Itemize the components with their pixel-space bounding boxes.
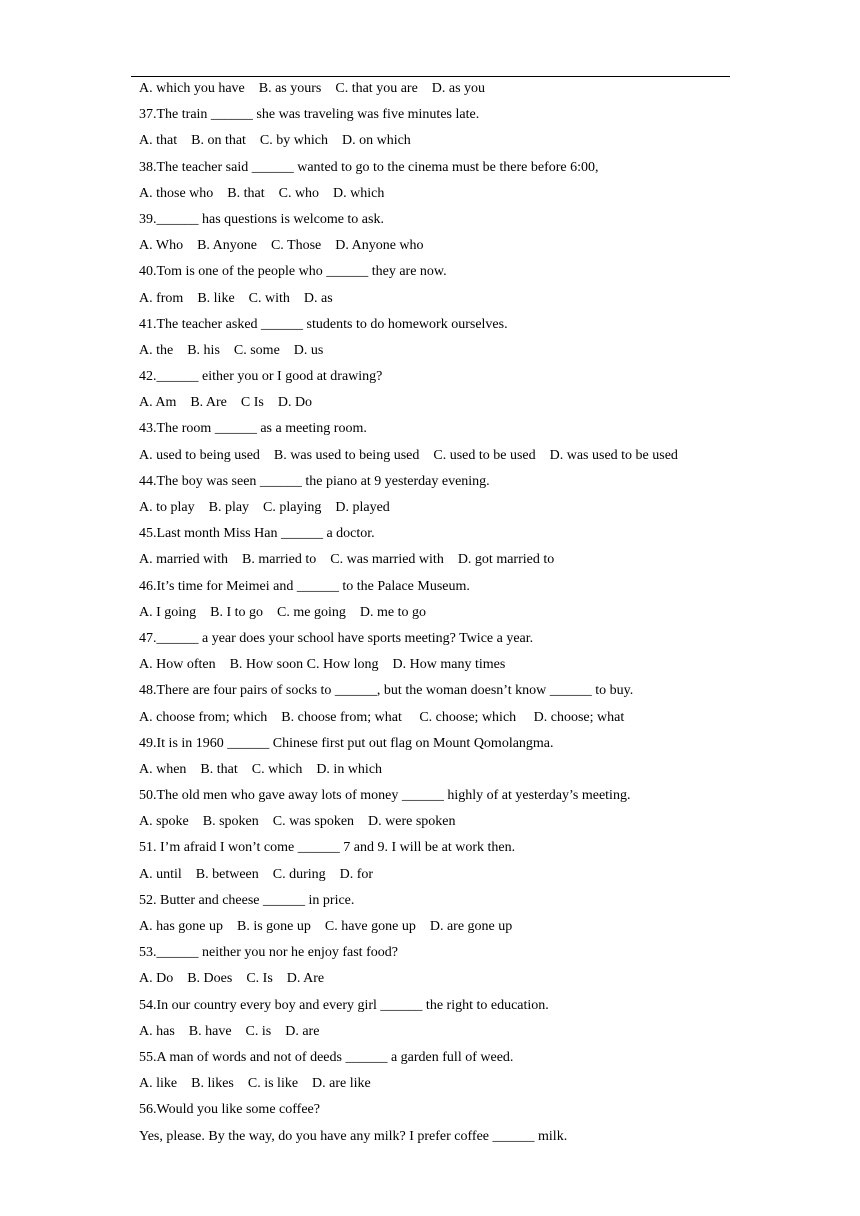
answer-options-line: A. that B. on that C. by which D. on which (139, 133, 411, 149)
answer-options-line: A. married with B. married to C. was married with D. got married to (139, 552, 555, 568)
answer-options-line: A. like B. likes C. is like D. are like (139, 1076, 371, 1092)
answer-options-line: A. has B. have C. is D. are (139, 1023, 320, 1039)
answer-options-line: A. which you have B. as yours C. that you are D. as you (139, 81, 486, 96)
answer-options-line: A. I going B. I to go C. me going D. me to go (139, 604, 426, 620)
answer-options-line: A. the B. his C. some D. us (139, 342, 324, 358)
question-line: 48.There are four pairs of socks to ______, but the woman doesn’t know ______ to buy. (139, 683, 634, 699)
answer-options-line: Yes, please. By the way, do you have any milk? I prefer coffee ______ milk. (139, 1128, 568, 1144)
answer-options-line: A. has gone up B. is gone up C. have gone up D. are gone up (139, 919, 513, 934)
answer-options-line: A. until B. between C. during D. for (139, 866, 374, 882)
question-line: 46.It’s time for Meimei and ______ to the Palace Museum. (139, 578, 470, 594)
answer-options-line: A. Am B. Are C Is D. Do (139, 395, 313, 411)
question-line: 44.The boy was seen ______ the piano at 9 yesterday evening. (139, 473, 490, 489)
question-line: 52. Butter and cheese ______ in price. (139, 892, 355, 908)
question-line: 54.In our country every boy and every girl ______ the right to education. (139, 997, 549, 1013)
answer-options-line: A. when B. that C. which D. in which (139, 761, 383, 777)
answer-options-line: A. Who B. Anyone C. Those D. Anyone who (139, 238, 424, 254)
question-line: 45.Last month Miss Han ______ a doctor. (139, 526, 375, 542)
question-line: 41.The teacher asked ______ students to do homework ourselves. (139, 316, 508, 332)
question-list (139, 79, 739, 1153)
question-line: 40.Tom is one of the people who ______ they are now. (139, 264, 447, 280)
question-line: 56.Would you like some coffee? (139, 1102, 320, 1118)
question-line: 43.The room ______ as a meeting room. (139, 421, 367, 437)
question-line: 47.______ a year does your school have sports meeting? Twice a year. (139, 630, 534, 646)
question-line: 53.______ neither you nor he enjoy fast food? (139, 945, 398, 961)
answer-options-line: A. Do B. Does C. Is D. Are (139, 971, 325, 987)
answer-options-line: A. used to being used B. was used to being used C. used to be used D. was used to be used (139, 447, 678, 463)
question-line: 39.______ has questions is welcome to ask. (139, 211, 384, 227)
question-line: 37.The train ______ she was traveling was five minutes late. (139, 107, 480, 123)
header-rule (131, 76, 730, 77)
question-line: 51. I’m afraid I won’t come ______ 7 and 9. I will be at work then. (139, 840, 516, 856)
answer-options-line: A. spoke B. spoken C. was spoken D. were spoken (139, 814, 456, 830)
question-line: 42.______ either you or I good at drawing? (139, 369, 383, 385)
question-line: 50.The old men who gave away lots of money ______ highly of at yesterday’s meeting. (139, 788, 631, 804)
answer-options-line: A. choose from; which B. choose from; what C. choose; which D. choose; what (139, 709, 625, 725)
question-line: 55.A man of words and not of deeds ______ a garden full of weed. (139, 1049, 514, 1065)
answer-options-line: A. to play B. play C. playing D. played (139, 500, 390, 515)
question-line: 38.The teacher said ______ wanted to go to the cinema must be there before 6:00, (139, 159, 599, 175)
answer-options-line: A. How often B. How soon C. How long D. How many times (139, 657, 506, 673)
answer-options-line: A. from B. like C. with D. as (139, 290, 333, 306)
answer-options-line: A. those who B. that C. who D. which (139, 185, 385, 201)
question-line: 49.It is in 1960 ______ Chinese first put out flag on Mount Qomolangma. (139, 735, 554, 751)
